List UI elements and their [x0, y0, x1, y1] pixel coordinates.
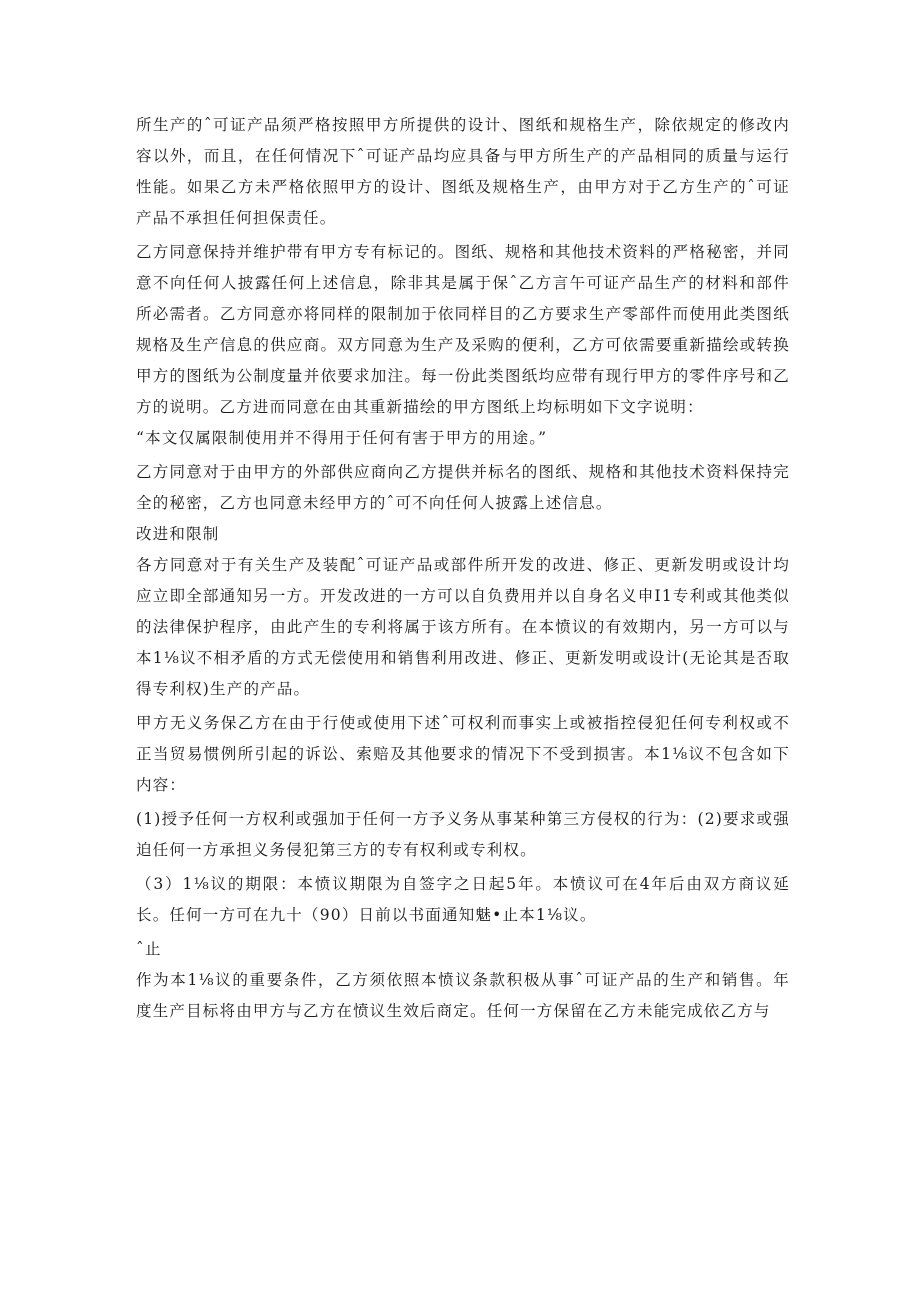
- section-heading-termination: ˆ止: [136, 940, 162, 958]
- paragraph-restriction-notice: “本文仅属限制使用并不得用于任何有害于甲方的用途。”: [136, 429, 548, 447]
- paragraph-supplier-confidentiality: 乙方同意对于由甲方的外部供应商向乙方提供并标名的图纸、规格和其他技术资料保持完全的秘密，乙方也同意未经甲方的ˆ可不向任何人披露上述信息。: [136, 463, 790, 512]
- paragraph-production-obligations: 作为本1⅛议的重要条件，乙方须依照本愤议条款积极从事ˆ可证产品的生产和销售。年度生产目标将由甲方与乙方在愤议生效后商定。任何一方保留在乙方未能完成依乙方与: [136, 971, 790, 1020]
- paragraph-product-quality: 所生产的ˆ可证产品须严格按照甲方所提供的设计、图纸和规格生产，除依规定的修改内容以外，而且，在任何情况下ˆ可证产品均应具备与甲方所生产的产品相同的质量与运行性能。如果乙方未严格依照甲方的设计、图纸及规格生产，由甲方对于乙方生产的ˆ可证产品不承担任何担保责任。: [136, 116, 790, 227]
- paragraph-no-warranty: 甲方无义务保乙方在由于行使或使用下述ˆ可权利而事实上或被指控侵犯任何专利权或不正当贸易惯例所引起的诉讼、索赔及其他要求的情况下不受到损害。本1⅛议不包含如下内容：: [136, 714, 790, 794]
- section-heading-improvements: 改进和限制: [136, 525, 220, 543]
- paragraph-exclusions: (1)授予任何一方权利或强加于任何一方予义务从事某种第三方侵权的行为：(2)要求或强迫任何一方承担义务侵犯第三方的专有权利或专利权。: [136, 810, 790, 859]
- paragraph-improvements: 各方同意对于有关生产及装配ˆ可证产品或部件所开发的改进、修正、更新发明或设计均应立即全部通知另一方。开发改进的一方可以自负费用并以自身名义申I1专利或其他类似的法律保护程序，由此产生的专利将属于该方所有。在本愤议的有效期内，另一方可以与本1⅛议不相矛盾的方式无偿使用和销售利用改进、修正、更新发明或设计(无论其是否取得专利权)生产的产品。: [136, 556, 790, 698]
- document-page: [136, 110, 790, 1027]
- paragraph-term: （3）1⅛议的期限：本愤议期限为自签字之日起5年。本愤议可在4年后由双方商议延长。任何一方可在九十（90）日前以书面通知魅•止本1⅛议。: [136, 875, 790, 924]
- paragraph-confidentiality: 乙方同意保持并维护带有甲方专有标记的。图纸、规格和其他技术资料的严格秘密，并同意不向任何人披露任何上述信息，除非其是属于保ˆ乙方言午可证产品生产的材料和部件所必需者。乙方同意亦将同样的限制加于依同样目的乙方要求生产零部件而使用此类图纸规格及生产信息的供应商。双方同意为生产及采购的便利，乙方可依需要重新描绘或转换甲方的图纸为公制度量并依要求加注。每一份此类图纸均应带有现行甲方的零件序号和乙方的说明。乙方进而同意在由其重新描绘的甲方图纸上均标明如下文字说明：: [136, 243, 790, 416]
